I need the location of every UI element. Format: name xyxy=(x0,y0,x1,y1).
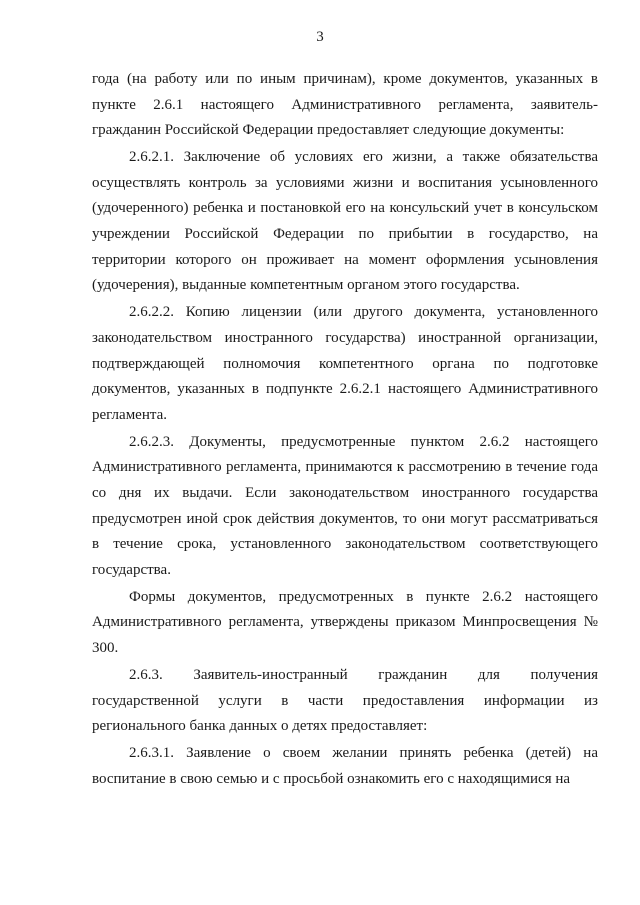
paragraph-2-6-2-3: 2.6.2.3. Документы, предусмотренные пунктом 2.6.2 настоящего Административного регламента, принимаются к рассмотрению в течение года со дня их выдачи. Если законодательством иностранного государства предусмотрен иной срок действия документов, то они могут рассматриваться в течение срока, установленного законодательством соответствующего государства. xyxy=(92,433,598,578)
paragraph-forms: Формы документов, предусмотренных в пункте 2.6.2 настоящего Административного регламента, утверждены приказом Минпросвещения № 300. xyxy=(92,588,598,657)
page-number: 3 xyxy=(316,29,324,45)
paragraph-continuation: года (на работу или по иным причинам), кроме документов, указанных в пункте 2.6.1 настоящего Административного регламента, заявитель-гражданин Российской Федерации предоставляет следующие документы: xyxy=(92,71,598,139)
paragraph-2-6-2-2: 2.6.2.2. Копию лицензии (или другого документа, установленного законодательством иностранного государства) иностранной организации, подтверждающей полномочия компетентного органа по подготовке документов, указанных в подпункте 2.6.2.1 настоящего Административного регламента. xyxy=(92,304,598,423)
paragraph-2-6-3: 2.6.3. Заявитель-иностранный гражданин для получения государственной услуги в части предоставления информации из регионального банка данных о детях предоставляет: xyxy=(92,667,598,735)
document-body xyxy=(92,67,598,794)
paragraph-2-6-2-1: 2.6.2.1. Заключение об условиях его жизни, а также обязательства осуществлять контроль за условиями жизни и воспитания усыновленного (удочеренного) ребенка и постановкой его на консульский учет в консульском учреждении Российской Федерации по прибытии в государство, на территории которого он проживает на момент оформления усыновления (удочерения), выданные компетентным органом этого государства. xyxy=(92,149,598,294)
paragraph-2-6-3-1: 2.6.3.1. Заявление о своем желании принять ребенка (детей) на воспитание в свою семью и с просьбой ознакомить его с находящимися на xyxy=(92,745,598,788)
